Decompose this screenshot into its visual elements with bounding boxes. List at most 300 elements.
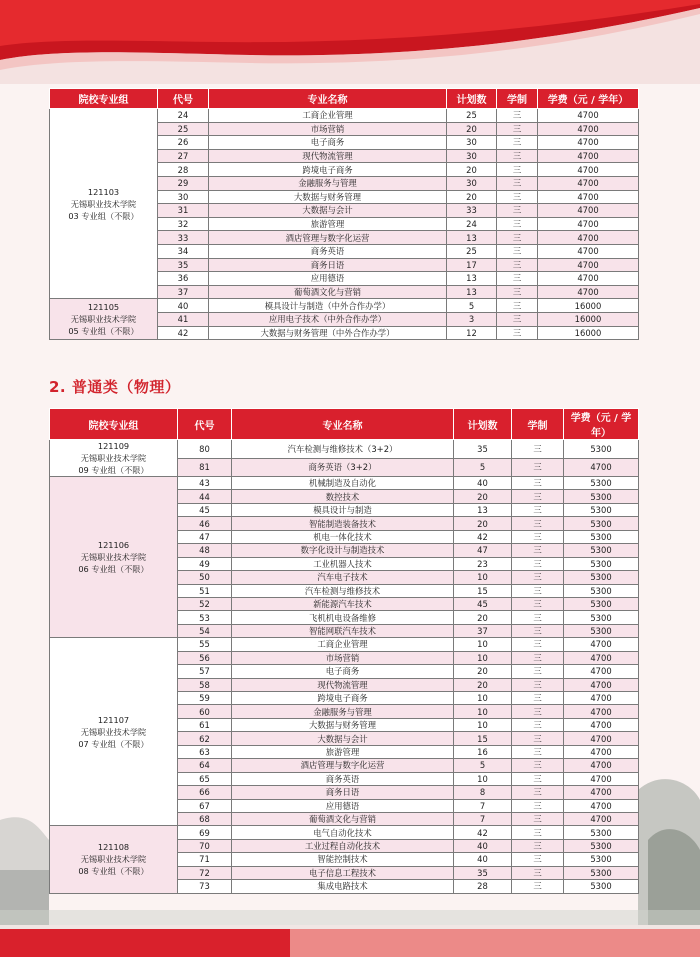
- major-cell: 大数据与会计: [232, 732, 454, 745]
- header-fee: 学费（元 / 学年）: [564, 409, 639, 440]
- plan-cell: 10: [454, 651, 512, 664]
- code-cell: 63: [178, 745, 232, 758]
- major-cell: 机电一体化技术: [232, 530, 454, 543]
- header-major: 专业名称: [209, 89, 447, 109]
- code-cell: 26: [158, 136, 209, 150]
- plan-cell: 5: [454, 458, 512, 477]
- major-cell: 汽车检测与维修技术（3+2）: [232, 440, 454, 459]
- code-cell: 31: [158, 204, 209, 218]
- major-cell: 酒店管理与数字化运营: [209, 231, 447, 245]
- fee-cell: 5300: [564, 611, 639, 624]
- fee-cell: 5300: [564, 826, 639, 839]
- system-cell: 三: [497, 109, 538, 123]
- plan-cell: 15: [454, 732, 512, 745]
- major-cell: 大数据与财务管理: [209, 190, 447, 204]
- fee-cell: 4700: [564, 692, 639, 705]
- code-cell: 32: [158, 217, 209, 231]
- fee-cell: 5300: [564, 880, 639, 893]
- plan-cell: 5: [447, 299, 497, 313]
- plan-cell: 13: [447, 285, 497, 299]
- plan-cell: 20: [454, 678, 512, 691]
- system-cell: 三: [512, 440, 564, 459]
- major-cell: 现代物流管理: [232, 678, 454, 691]
- code-cell: 27: [158, 149, 209, 163]
- plan-cell: 20: [454, 490, 512, 503]
- code-cell: 54: [178, 624, 232, 637]
- system-cell: 三: [497, 272, 538, 286]
- fee-cell: 4700: [564, 759, 639, 772]
- plan-cell: 20: [447, 163, 497, 177]
- major-cell: 电子商务: [232, 665, 454, 678]
- plan-cell: 13: [454, 503, 512, 516]
- plan-cell: 35: [454, 440, 512, 459]
- plan-cell: 42: [454, 530, 512, 543]
- fee-cell: 5300: [564, 440, 639, 459]
- code-cell: 66: [178, 786, 232, 799]
- code-cell: 40: [158, 299, 209, 313]
- group-cell: [50, 826, 178, 893]
- major-cell: 市场营销: [209, 122, 447, 136]
- system-cell: 三: [497, 136, 538, 150]
- group-line: 121109: [97, 441, 130, 451]
- fee-cell: 4700: [538, 217, 639, 231]
- plan-cell: 45: [454, 597, 512, 610]
- fee-cell: 5300: [564, 597, 639, 610]
- system-cell: 三: [512, 638, 564, 651]
- system-cell: 三: [512, 866, 564, 879]
- plan-cell: 7: [454, 799, 512, 812]
- fee-cell: 4700: [564, 651, 639, 664]
- system-cell: 三: [512, 692, 564, 705]
- system-cell: 三: [512, 651, 564, 664]
- major-cell: 现代物流管理: [209, 149, 447, 163]
- fee-cell: 5300: [564, 530, 639, 543]
- plan-cell: 20: [447, 122, 497, 136]
- major-cell: 商务英语: [232, 772, 454, 785]
- major-cell: 葡萄酒文化与营销: [232, 812, 454, 825]
- fee-cell: 5300: [564, 503, 639, 516]
- plan-cell: 13: [447, 231, 497, 245]
- plan-cell: 33: [447, 204, 497, 218]
- major-cell: 模具设计与制造: [232, 503, 454, 516]
- code-cell: 41: [158, 312, 209, 326]
- system-cell: 三: [497, 163, 538, 177]
- code-cell: 44: [178, 490, 232, 503]
- code-cell: 61: [178, 718, 232, 731]
- table-header-row: [50, 89, 639, 109]
- plan-cell: 28: [454, 880, 512, 893]
- major-cell: 工业过程自动化技术: [232, 839, 454, 852]
- plan-cell: 40: [454, 839, 512, 852]
- major-cell: 跨境电子商务: [209, 163, 447, 177]
- plan-cell: 10: [454, 638, 512, 651]
- fee-cell: 4700: [564, 678, 639, 691]
- major-cell: 大数据与财务管理（中外合作办学）: [209, 326, 447, 340]
- table-row: [50, 638, 639, 651]
- group-line: 无锡职业技术学院: [70, 198, 137, 209]
- plan-cell: 30: [447, 136, 497, 150]
- fee-cell: 5300: [564, 477, 639, 490]
- major-cell: 跨境电子商务: [232, 692, 454, 705]
- plan-cell: 10: [454, 705, 512, 718]
- major-cell: 酒店管理与数字化运营: [232, 759, 454, 772]
- header-fee: 学费（元 / 学年）: [538, 89, 639, 109]
- major-cell: 模具设计与制造（中外合作办学）: [209, 299, 447, 313]
- system-cell: 三: [497, 326, 538, 340]
- plan-cell: 20: [454, 517, 512, 530]
- major-cell: 旅游管理: [232, 745, 454, 758]
- plan-cell: 10: [454, 571, 512, 584]
- plan-cell: 42: [454, 826, 512, 839]
- fee-cell: 5300: [564, 839, 639, 852]
- group-cell: [50, 299, 158, 340]
- major-cell: 商务日语: [209, 258, 447, 272]
- system-cell: 三: [497, 231, 538, 245]
- fee-cell: 4700: [538, 285, 639, 299]
- plan-cell: 10: [454, 718, 512, 731]
- fee-cell: 4700: [538, 163, 639, 177]
- fee-cell: 4700: [564, 745, 639, 758]
- major-cell: 金融服务与管理: [209, 176, 447, 190]
- major-cell: 商务英语: [209, 244, 447, 258]
- major-cell: 电子信息工程技术: [232, 866, 454, 879]
- plan-cell: 30: [447, 176, 497, 190]
- fee-cell: 5300: [564, 557, 639, 570]
- fee-cell: 4700: [538, 258, 639, 272]
- code-cell: 51: [178, 584, 232, 597]
- code-cell: 59: [178, 692, 232, 705]
- bottom-bar-decoration: [0, 925, 700, 957]
- group-line: 06 专业组（不限）: [78, 564, 149, 575]
- group-line: 121108: [97, 842, 130, 853]
- code-cell: 70: [178, 839, 232, 852]
- group-line: 121106: [97, 540, 130, 551]
- group-line: 07 专业组（不限）: [78, 738, 149, 749]
- plan-cell: 5: [454, 759, 512, 772]
- group-line: 05 专业组（不限）: [68, 326, 139, 337]
- table-row: [50, 109, 639, 123]
- plan-cell: 24: [447, 217, 497, 231]
- system-cell: 三: [497, 285, 538, 299]
- header-group: 院校专业组: [50, 89, 158, 109]
- fee-cell: 16000: [538, 299, 639, 313]
- major-cell: 智能控制技术: [232, 853, 454, 866]
- system-cell: 三: [512, 530, 564, 543]
- major-cell: 工商企业管理: [209, 109, 447, 123]
- code-cell: 43: [178, 477, 232, 490]
- plan-cell: 20: [447, 190, 497, 204]
- code-cell: 69: [178, 826, 232, 839]
- code-cell: 48: [178, 544, 232, 557]
- system-cell: 三: [497, 149, 538, 163]
- system-cell: 三: [512, 812, 564, 825]
- fee-cell: 4700: [538, 204, 639, 218]
- major-cell: 应用德语: [232, 799, 454, 812]
- code-cell: 64: [178, 759, 232, 772]
- header-system: 学制: [497, 89, 538, 109]
- code-cell: 58: [178, 678, 232, 691]
- group-cell: [50, 440, 178, 477]
- system-cell: 三: [497, 204, 538, 218]
- header-plan: 计划数: [447, 89, 497, 109]
- plan-cell: 40: [454, 477, 512, 490]
- table-row: [50, 477, 639, 490]
- fee-cell: 4700: [538, 231, 639, 245]
- system-cell: 三: [512, 458, 564, 477]
- code-cell: 65: [178, 772, 232, 785]
- group-line: 无锡职业技术学院: [80, 453, 147, 463]
- major-cell: 电气自动化技术: [232, 826, 454, 839]
- code-cell: 47: [178, 530, 232, 543]
- system-cell: 三: [512, 517, 564, 530]
- group-line: 无锡职业技术学院: [80, 552, 147, 563]
- fee-cell: 5300: [564, 866, 639, 879]
- system-cell: 三: [512, 597, 564, 610]
- major-cell: 数控技术: [232, 490, 454, 503]
- table2-body: [50, 440, 639, 894]
- plan-cell: 25: [447, 244, 497, 258]
- plan-cell: 47: [454, 544, 512, 557]
- plan-cell: 40: [454, 853, 512, 866]
- fee-cell: 4700: [564, 665, 639, 678]
- group-line: 03 专业组（不限）: [68, 210, 139, 221]
- system-cell: 三: [512, 772, 564, 785]
- plan-cell: 17: [447, 258, 497, 272]
- system-cell: 三: [497, 122, 538, 136]
- code-cell: 49: [178, 557, 232, 570]
- table-row: [50, 299, 639, 313]
- plan-cell: 16: [454, 745, 512, 758]
- code-cell: 36: [158, 272, 209, 286]
- system-cell: 三: [512, 732, 564, 745]
- fee-cell: 4700: [538, 272, 639, 286]
- major-cell: 汽车检测与维修技术: [232, 584, 454, 597]
- fee-cell: 16000: [538, 312, 639, 326]
- code-cell: 71: [178, 853, 232, 866]
- code-cell: 68: [178, 812, 232, 825]
- code-cell: 34: [158, 244, 209, 258]
- system-cell: 三: [512, 477, 564, 490]
- fee-cell: 4700: [564, 718, 639, 731]
- plan-cell: 35: [454, 866, 512, 879]
- code-cell: 57: [178, 665, 232, 678]
- header-major: 专业名称: [232, 409, 454, 440]
- code-cell: 53: [178, 611, 232, 624]
- group-cell: [50, 477, 178, 638]
- code-cell: 62: [178, 732, 232, 745]
- enrollment-table-2: [49, 408, 639, 894]
- system-cell: 三: [512, 557, 564, 570]
- code-cell: 25: [158, 122, 209, 136]
- fee-cell: 4700: [564, 732, 639, 745]
- code-cell: 60: [178, 705, 232, 718]
- group-line: 121103: [87, 186, 120, 197]
- code-cell: 56: [178, 651, 232, 664]
- system-cell: 三: [512, 759, 564, 772]
- major-cell: 金融服务与管理: [232, 705, 454, 718]
- major-cell: 智能网联汽车技术: [232, 624, 454, 637]
- plan-cell: 10: [454, 692, 512, 705]
- plan-cell: 23: [454, 557, 512, 570]
- fee-cell: 4700: [564, 458, 639, 477]
- code-cell: 55: [178, 638, 232, 651]
- fee-cell: 4700: [564, 638, 639, 651]
- code-cell: 72: [178, 866, 232, 879]
- system-cell: 三: [497, 258, 538, 272]
- system-cell: 三: [512, 745, 564, 758]
- major-cell: 机械制造及自动化: [232, 477, 454, 490]
- code-cell: 28: [158, 163, 209, 177]
- top-banner-decoration: [0, 0, 700, 84]
- code-cell: 45: [178, 503, 232, 516]
- major-cell: 旅游管理: [209, 217, 447, 231]
- fee-cell: 4700: [538, 122, 639, 136]
- system-cell: 三: [512, 571, 564, 584]
- system-cell: 三: [512, 880, 564, 893]
- system-cell: 三: [512, 705, 564, 718]
- section-title-physics: 2. 普通类（物理）: [49, 378, 181, 396]
- enrollment-table-1: [49, 88, 639, 340]
- plan-cell: 3: [447, 312, 497, 326]
- system-cell: 三: [512, 786, 564, 799]
- major-cell: 工业机器人技术: [232, 557, 454, 570]
- fee-cell: 5300: [564, 853, 639, 866]
- major-cell: 工商企业管理: [232, 638, 454, 651]
- system-cell: 三: [512, 678, 564, 691]
- major-cell: 大数据与财务管理: [232, 718, 454, 731]
- system-cell: 三: [497, 190, 538, 204]
- table1-body: [50, 109, 639, 340]
- fee-cell: 16000: [538, 326, 639, 340]
- system-cell: 三: [497, 244, 538, 258]
- code-cell: 35: [158, 258, 209, 272]
- system-cell: 三: [512, 503, 564, 516]
- header-code: 代号: [158, 89, 209, 109]
- fee-cell: 4700: [538, 244, 639, 258]
- code-cell: 33: [158, 231, 209, 245]
- code-cell: 46: [178, 517, 232, 530]
- system-cell: 三: [512, 665, 564, 678]
- system-cell: 三: [497, 312, 538, 326]
- system-cell: 三: [497, 176, 538, 190]
- plan-cell: 20: [454, 611, 512, 624]
- group-line: 08 专业组（不限）: [78, 866, 149, 877]
- major-cell: 飞机机电设备维修: [232, 611, 454, 624]
- fee-cell: 4700: [564, 812, 639, 825]
- system-cell: 三: [512, 611, 564, 624]
- header-group: 院校专业组: [50, 409, 178, 440]
- group-cell: [50, 109, 158, 299]
- plan-cell: 13: [447, 272, 497, 286]
- fee-cell: 5300: [564, 517, 639, 530]
- system-cell: 三: [512, 584, 564, 597]
- group-line: 无锡职业技术学院: [80, 854, 147, 865]
- code-cell: 50: [178, 571, 232, 584]
- code-cell: 81: [178, 458, 232, 477]
- group-line: 121105: [87, 302, 120, 313]
- major-cell: 大数据与会计: [209, 204, 447, 218]
- plan-cell: 8: [454, 786, 512, 799]
- fee-cell: 4700: [538, 176, 639, 190]
- code-cell: 30: [158, 190, 209, 204]
- group-line: 无锡职业技术学院: [80, 726, 147, 737]
- plan-cell: 30: [447, 149, 497, 163]
- group-line: 无锡职业技术学院: [70, 314, 137, 325]
- fee-cell: 4700: [564, 772, 639, 785]
- system-cell: 三: [512, 490, 564, 503]
- system-cell: 三: [512, 718, 564, 731]
- system-cell: 三: [497, 299, 538, 313]
- fee-cell: 4700: [538, 149, 639, 163]
- code-cell: 42: [158, 326, 209, 340]
- group-line: 09 专业组（不限）: [78, 465, 149, 475]
- code-cell: 37: [158, 285, 209, 299]
- header-code: 代号: [178, 409, 232, 440]
- plan-cell: 37: [454, 624, 512, 637]
- code-cell: 67: [178, 799, 232, 812]
- fee-cell: 5300: [564, 624, 639, 637]
- fee-cell: 5300: [564, 490, 639, 503]
- plan-cell: 10: [454, 772, 512, 785]
- system-cell: 三: [512, 544, 564, 557]
- fee-cell: 5300: [564, 571, 639, 584]
- major-cell: 市场营销: [232, 651, 454, 664]
- major-cell: 数字化设计与制造技术: [232, 544, 454, 557]
- system-cell: 三: [512, 826, 564, 839]
- major-cell: 应用德语: [209, 272, 447, 286]
- major-cell: 新能源汽车技术: [232, 597, 454, 610]
- group-cell: [50, 638, 178, 826]
- major-cell: 智能制造装备技术: [232, 517, 454, 530]
- major-cell: 电子商务: [209, 136, 447, 150]
- major-cell: 集成电路技术: [232, 880, 454, 893]
- table-row: [50, 826, 639, 839]
- fee-cell: 5300: [564, 584, 639, 597]
- fee-cell: 4700: [564, 705, 639, 718]
- system-cell: 三: [497, 217, 538, 231]
- fee-cell: 5300: [564, 544, 639, 557]
- fee-cell: 4700: [564, 799, 639, 812]
- plan-cell: 20: [454, 665, 512, 678]
- fee-cell: 4700: [538, 190, 639, 204]
- system-cell: 三: [512, 853, 564, 866]
- fee-cell: 4700: [564, 786, 639, 799]
- code-cell: 29: [158, 176, 209, 190]
- system-cell: 三: [512, 624, 564, 637]
- table-header-row: [50, 409, 639, 440]
- system-cell: 三: [512, 799, 564, 812]
- group-line: 121107: [97, 714, 130, 725]
- plan-cell: 12: [447, 326, 497, 340]
- code-cell: 80: [178, 440, 232, 459]
- plan-cell: 15: [454, 584, 512, 597]
- code-cell: 52: [178, 597, 232, 610]
- table-row: [50, 440, 639, 459]
- fee-cell: 4700: [538, 109, 639, 123]
- fee-cell: 4700: [538, 136, 639, 150]
- major-cell: 汽车电子技术: [232, 571, 454, 584]
- header-system: 学制: [512, 409, 564, 440]
- major-cell: 商务英语（3+2）: [232, 458, 454, 477]
- major-cell: 葡萄酒文化与营销: [209, 285, 447, 299]
- code-cell: 73: [178, 880, 232, 893]
- code-cell: 24: [158, 109, 209, 123]
- header-plan: 计划数: [454, 409, 512, 440]
- system-cell: 三: [512, 839, 564, 852]
- major-cell: 商务日语: [232, 786, 454, 799]
- plan-cell: 7: [454, 812, 512, 825]
- major-cell: 应用电子技术（中外合作办学）: [209, 312, 447, 326]
